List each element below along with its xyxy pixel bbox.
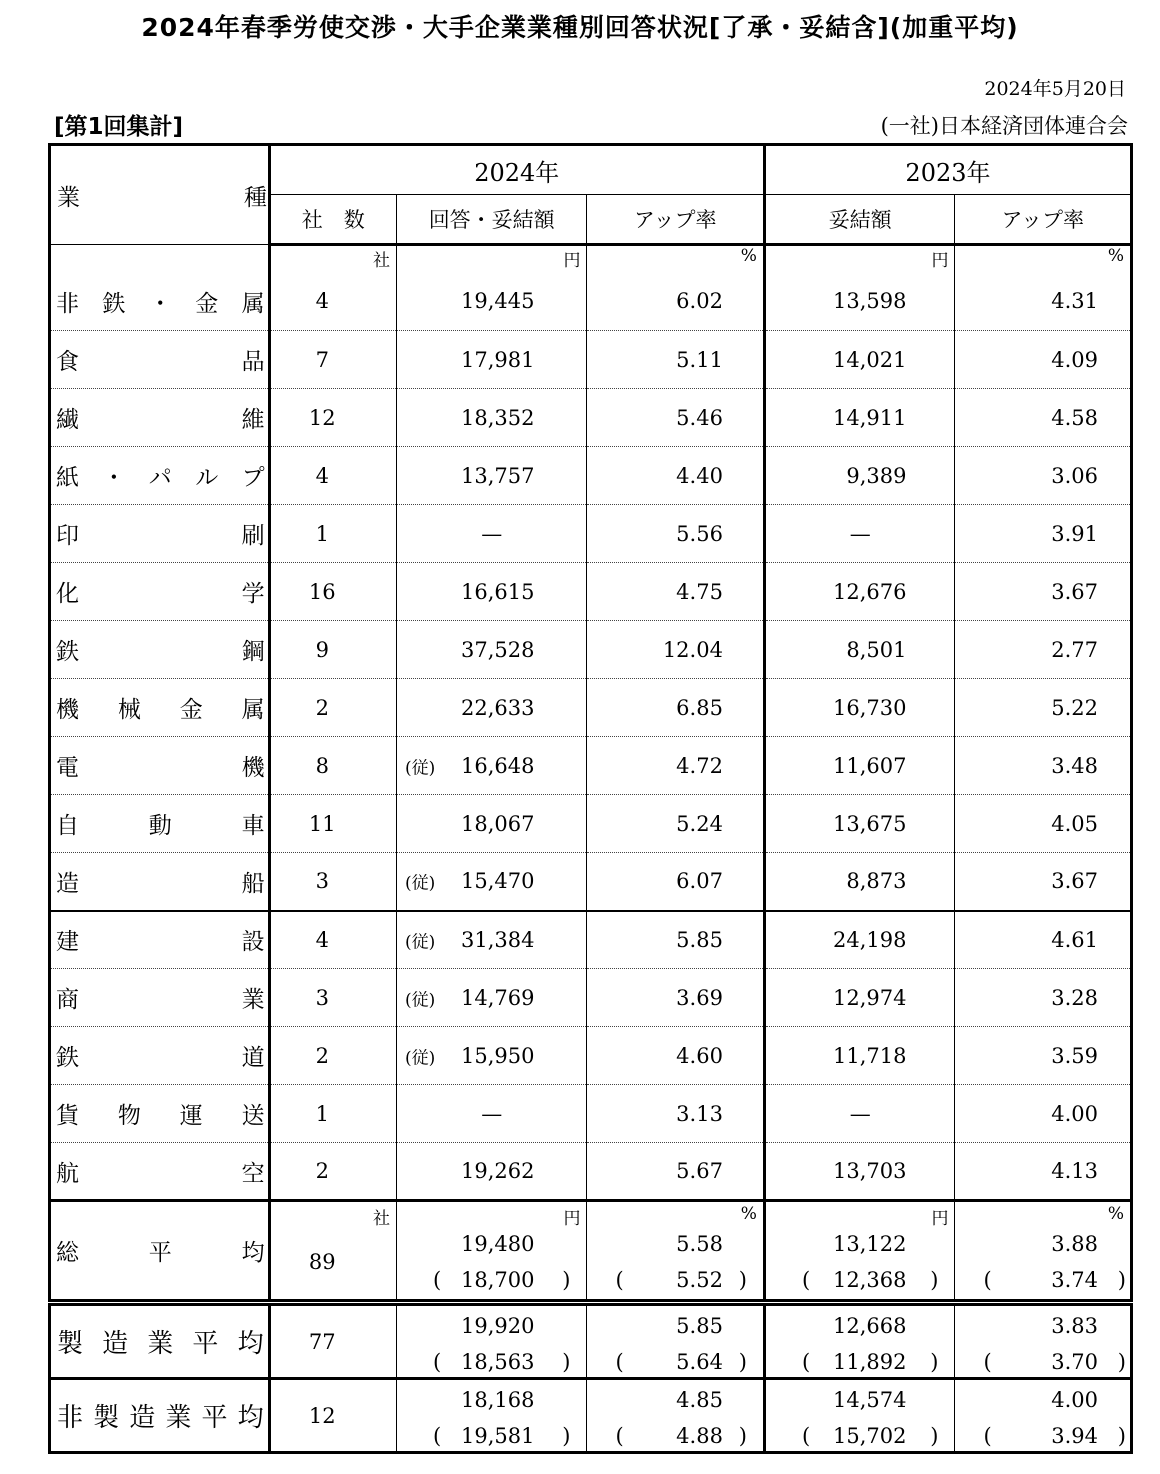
industry-name: 建設 xyxy=(50,911,270,969)
amount-2023: 13,675 xyxy=(764,795,955,853)
non-manufacturing-rate-2024: 4.85 ( 4.88 ) xyxy=(587,1379,764,1453)
rate-2024: 3.13 xyxy=(587,1085,764,1143)
unit-yen: 円 xyxy=(396,245,587,273)
amount-2023: — xyxy=(764,1085,955,1143)
industry-name: 機械金属 xyxy=(50,679,270,737)
industry-name: 繊維 xyxy=(50,389,270,447)
amount-2024: 19,262 xyxy=(396,1143,587,1201)
industry-name: 造船 xyxy=(50,853,270,911)
amount-2024: 17,981 xyxy=(396,331,587,389)
amount-2024: 18,352 xyxy=(396,389,587,447)
company-count: 11 xyxy=(269,795,396,853)
table-row xyxy=(50,1027,1132,1085)
company-count: 4 xyxy=(269,447,396,505)
industry-name: 化学 xyxy=(50,563,270,621)
rate-2023: 4.13 xyxy=(955,1143,1132,1201)
total-rate-2024: % 5.58 ( 5.52 ) xyxy=(587,1201,764,1301)
amount-2024: — xyxy=(396,1085,587,1143)
unit-pct: % xyxy=(955,245,1132,273)
non-manufacturing-amount-2023: 14,574 ( 15,702 ) xyxy=(764,1379,955,1453)
company-count: 3 xyxy=(269,853,396,911)
table-row xyxy=(50,1143,1132,1201)
company-count: 4 xyxy=(269,911,396,969)
amount-2023: 14,911 xyxy=(764,389,955,447)
company-count: 1 xyxy=(269,505,396,563)
amount-2024: 18,067 xyxy=(396,795,587,853)
amount-2023: 8,501 xyxy=(764,621,955,679)
table-row xyxy=(50,679,1132,737)
amount-2024: 19,445 xyxy=(396,273,587,331)
rate-2024: 6.02 xyxy=(587,273,764,331)
company-count: 2 xyxy=(269,1143,396,1201)
table-row xyxy=(50,621,1132,679)
units-row xyxy=(50,245,1132,273)
industry-name: 印刷 xyxy=(50,505,270,563)
rate-2023: 4.58 xyxy=(955,389,1132,447)
amount-2023: 16,730 xyxy=(764,679,955,737)
rate-2024: 12.04 xyxy=(587,621,764,679)
industry-name: 鉄鋼 xyxy=(50,621,270,679)
amount-2023: 9,389 xyxy=(764,447,955,505)
rate-2024: 4.40 xyxy=(587,447,764,505)
amount-2024: 16,615 xyxy=(396,563,587,621)
company-count: 9 xyxy=(269,621,396,679)
company-count: 16 xyxy=(269,563,396,621)
manufacturing-amount-2024: 19,920 ( 18,563 ) xyxy=(396,1305,587,1379)
rate-2024: 5.56 xyxy=(587,505,764,563)
rate-2023: 3.48 xyxy=(955,737,1132,795)
rate-2024-header: アップ率 xyxy=(587,195,764,245)
amount-2023: 13,703 xyxy=(764,1143,955,1201)
amount-2023: 24,198 xyxy=(764,911,955,969)
non-manufacturing-companies: 12 xyxy=(269,1379,396,1453)
rate-2023: 4.09 xyxy=(955,331,1132,389)
amount-2023: — xyxy=(764,505,955,563)
total-label: 総平均 xyxy=(50,1201,270,1301)
table-row xyxy=(50,911,1132,969)
industry-header: 業 種 xyxy=(50,145,270,245)
total-average-row xyxy=(50,1201,1132,1301)
company-count: 2 xyxy=(269,1027,396,1085)
amount-2024: — xyxy=(396,505,587,563)
table-row xyxy=(50,969,1132,1027)
table-row xyxy=(50,331,1132,389)
manufacturing-rate-2024: 5.85 ( 5.64 ) xyxy=(587,1305,764,1379)
total-rate-2023: % 3.88 ( 3.74 ) xyxy=(955,1201,1132,1301)
industry-name: 航空 xyxy=(50,1143,270,1201)
amount-2024: 13,757 xyxy=(396,447,587,505)
manufacturing-average-row xyxy=(50,1305,1132,1379)
rate-2023: 3.67 xyxy=(955,563,1132,621)
rate-2024: 5.85 xyxy=(587,911,764,969)
total-amount-2023: 円 13,122 ( 12,368 ) xyxy=(764,1201,955,1301)
industry-name: 紙・パルプ xyxy=(50,447,270,505)
table-row xyxy=(50,795,1132,853)
unit-companies: 社 xyxy=(269,245,396,273)
rate-2023: 2.77 xyxy=(955,621,1132,679)
company-count: 3 xyxy=(269,969,396,1027)
rate-2023: 3.28 xyxy=(955,969,1132,1027)
rate-2023: 5.22 xyxy=(955,679,1132,737)
rate-2023: 4.05 xyxy=(955,795,1132,853)
amount-2024: 37,528 xyxy=(396,621,587,679)
publish-date: 2024年5月20日 xyxy=(984,78,1126,100)
rate-2024: 6.85 xyxy=(587,679,764,737)
results-table xyxy=(48,143,1133,1302)
rate-2024: 4.72 xyxy=(587,737,764,795)
employee-basis-note: (従) xyxy=(404,990,436,1010)
amount-2023: 12,676 xyxy=(764,563,955,621)
company-count: 2 xyxy=(269,679,396,737)
issuer: (一社)日本経済団体連合会 xyxy=(880,114,1128,138)
rate-2023: 4.61 xyxy=(955,911,1132,969)
rate-2024: 5.11 xyxy=(587,331,764,389)
company-count: 12 xyxy=(269,389,396,447)
industry-name: 自動車 xyxy=(50,795,270,853)
employee-basis-note: (従) xyxy=(404,932,436,953)
industry-name: 貨物運送 xyxy=(50,1085,270,1143)
table-row xyxy=(50,853,1132,911)
amount-2024: (従) 15,950 xyxy=(396,1027,587,1085)
tally-label: [第1回集計] xyxy=(54,114,184,140)
industry-name: 電機 xyxy=(50,737,270,795)
amount-2023: 8,873 xyxy=(764,853,955,911)
table-row xyxy=(50,1085,1132,1143)
amount-2023: 13,598 xyxy=(764,273,955,331)
industry-rows xyxy=(50,273,1132,1201)
amount-2023: 11,607 xyxy=(764,737,955,795)
rate-2024: 6.07 xyxy=(587,853,764,911)
rate-2024: 4.60 xyxy=(587,1027,764,1085)
rate-2023: 4.00 xyxy=(955,1085,1132,1143)
amount-2024-header: 回答・妥結額 xyxy=(396,195,587,245)
manufacturing-companies: 77 xyxy=(269,1305,396,1379)
amount-2024: (従) 15,470 xyxy=(396,853,587,911)
rate-2024: 5.24 xyxy=(587,795,764,853)
rate-2023: 3.67 xyxy=(955,853,1132,911)
amount-2024: 22,633 xyxy=(396,679,587,737)
unit-pct: % xyxy=(587,245,764,273)
rate-2023: 4.31 xyxy=(955,273,1132,331)
company-count: 8 xyxy=(269,737,396,795)
sector-average-table xyxy=(48,1303,1133,1454)
non-manufacturing-average-row xyxy=(50,1379,1132,1453)
company-count: 4 xyxy=(269,273,396,331)
rate-2024: 5.67 xyxy=(587,1143,764,1201)
employee-basis-note: (従) xyxy=(404,873,436,894)
companies-header: 社 数 xyxy=(269,195,396,245)
table-row xyxy=(50,447,1132,505)
year-2024-header: 2024年 xyxy=(269,145,764,195)
table-row xyxy=(50,563,1132,621)
year-2023-header: 2023年 xyxy=(764,145,1131,195)
table-row xyxy=(50,273,1132,331)
non-manufacturing-amount-2024: 18,168 ( 19,581 ) xyxy=(396,1379,587,1453)
employee-basis-note: (従) xyxy=(404,1048,436,1068)
amount-2024: (従) 16,648 xyxy=(396,737,587,795)
non-manufacturing-rate-2023: 4.00 ( 3.94 ) xyxy=(955,1379,1132,1453)
industry-name: 非鉄・金属 xyxy=(50,273,270,331)
manufacturing-label: 製造業平均 xyxy=(50,1305,270,1379)
non-manufacturing-label: 非製造業平均 xyxy=(50,1379,270,1453)
amount-2023: 12,974 xyxy=(764,969,955,1027)
company-count: 7 xyxy=(269,331,396,389)
amount-2024: (従) 31,384 xyxy=(396,911,587,969)
header-row-1 xyxy=(50,145,1132,195)
industry-name: 食品 xyxy=(50,331,270,389)
manufacturing-rate-2023: 3.83 ( 3.70 ) xyxy=(955,1305,1132,1379)
unit-yen: 円 xyxy=(764,245,955,273)
table-row xyxy=(50,505,1132,563)
table-row xyxy=(50,737,1132,795)
employee-basis-note: (従) xyxy=(404,758,436,778)
page-title: 2024年春季労使交渉・大手企業業種別回答状況[了承・妥結含](加重平均) xyxy=(141,13,1019,42)
company-count: 1 xyxy=(269,1085,396,1143)
table-row xyxy=(50,389,1132,447)
rate-2024: 5.46 xyxy=(587,389,764,447)
rate-2024: 4.75 xyxy=(587,563,764,621)
rate-2024: 3.69 xyxy=(587,969,764,1027)
total-amount-2024: 円 19,480 ( 18,700 ) xyxy=(396,1201,587,1301)
amount-2023: 11,718 xyxy=(764,1027,955,1085)
industry-name: 鉄道 xyxy=(50,1027,270,1085)
rate-2023: 3.06 xyxy=(955,447,1132,505)
total-companies: 社 89 xyxy=(269,1201,396,1301)
rate-2023-header: アップ率 xyxy=(955,195,1132,245)
amount-2024: (従) 14,769 xyxy=(396,969,587,1027)
amount-2023: 14,021 xyxy=(764,331,955,389)
rate-2023: 3.59 xyxy=(955,1027,1132,1085)
industry-name: 商業 xyxy=(50,969,270,1027)
manufacturing-amount-2023: 12,668 ( 11,892 ) xyxy=(764,1305,955,1379)
amount-2023-header: 妥結額 xyxy=(764,195,955,245)
rate-2023: 3.91 xyxy=(955,505,1132,563)
